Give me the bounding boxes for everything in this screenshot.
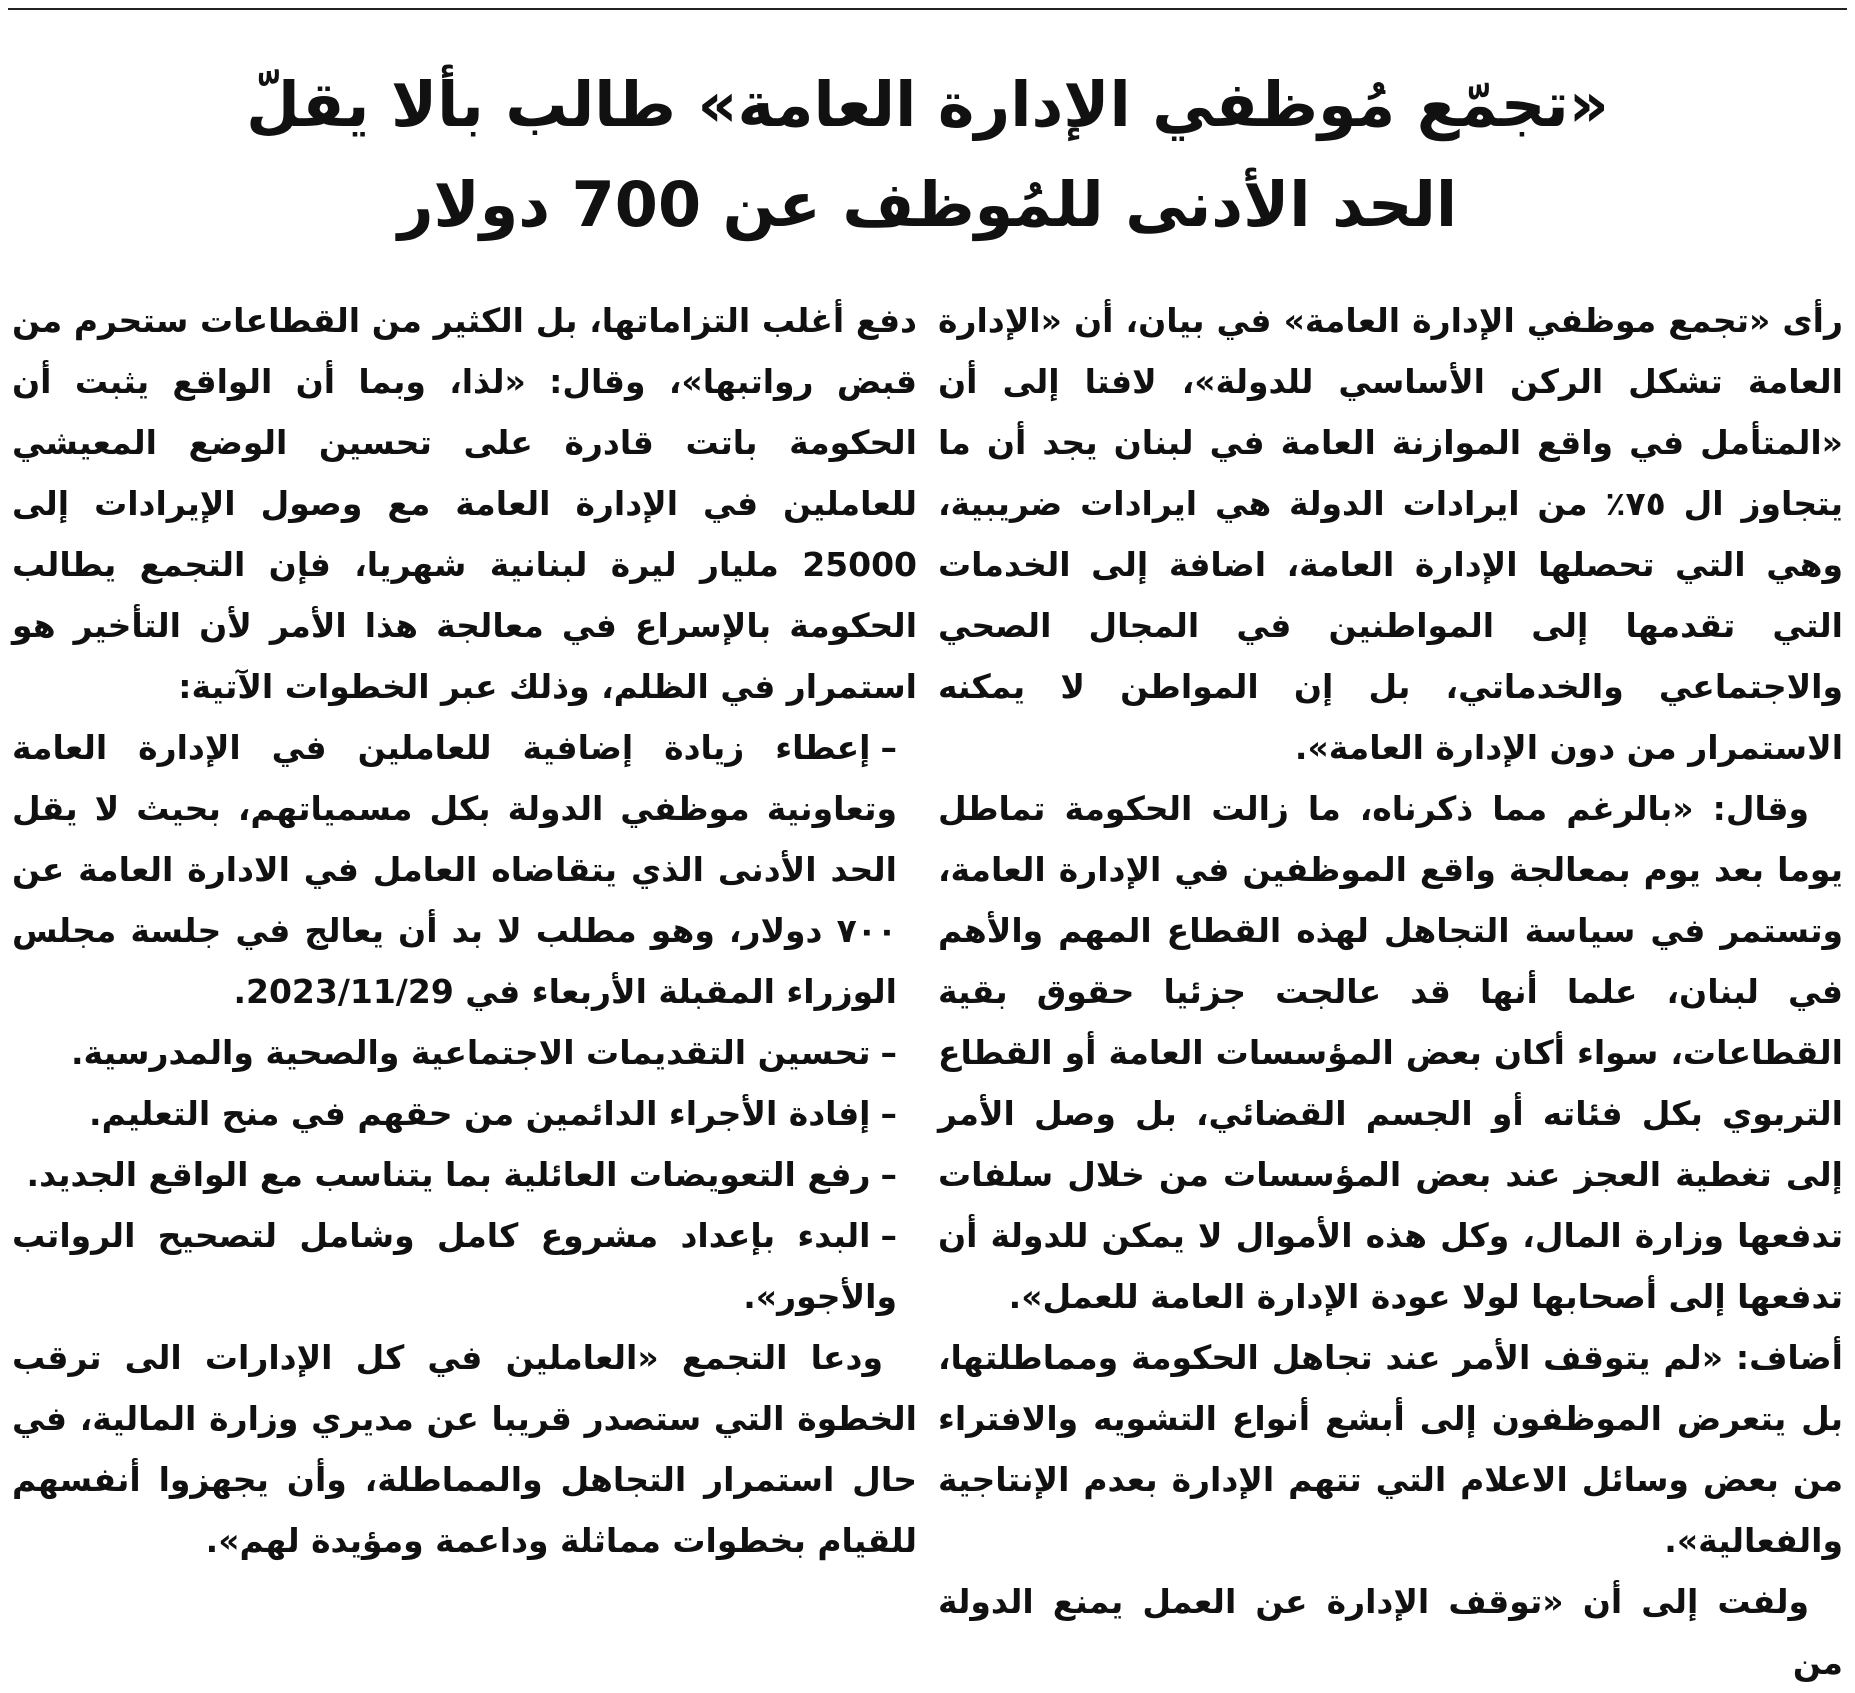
list-item-text: إفادة الأجراء الدائمين من حقهم في منح التعليم. <box>89 1094 871 1133</box>
list-item-text: إعطاء زيادة إضافية للعاملين في الإدارة العامة وتعاونية موظفي الدولة بكل مسمياتهم، بحيث لا يقل الحد الأدنى الذي يتقاضاه العامل في الادارة العامة عن ٧٠٠ دولار، وهو مطلب لا بد أن يعالج في جلسة مجلس الوزراء المقبلة الأربعاء في 2023/11/29. <box>12 728 897 1011</box>
list-item <box>12 1022 917 1083</box>
paragraph: رأى «تجمع موظفي الإدارة العامة» في بيان، أن «الإدارة العامة تشكل الركن الأساسي للدولة»، لافتا إلى أن «المتأمل في واقع الموازنة العامة في لبنان يجد أن ما يتجاوز ال ٧٥٪ من ايرادات الدولة هي ايرادات ضريبية، وهي التي تحصلها الإدارة العامة، اضافة إلى الخدمات التي تقدمها إلى المواطنين في المجال الصحي والاجتماعي والخدماتي، بل إن المواطن لا يمكنه الاستمرار من دون الإدارة العامة». <box>938 301 1843 767</box>
dash: – <box>880 1216 897 1255</box>
list-item-text: رفع التعويضات العائلية بما يتناسب مع الواقع الجديد. <box>26 1155 871 1194</box>
top-rule <box>8 8 1847 10</box>
headline-line-2: الحد الأدنى للمُوظف عن 700 دولار <box>397 168 1458 241</box>
list-item <box>12 1144 917 1205</box>
list-item <box>12 717 917 1022</box>
paragraph: وقال: «بالرغم مما ذكرناه، ما زالت الحكومة تماطل يوما بعد يوم بمعالجة واقع الموظفين في الإدارة العامة، وتستمر في سياسة التجاهل لهذه القطاع المهم والأهم في لبنان، علما أنها قد عالجت جزئيا حقوق بقية القطاعات، سواء أكان بعض المؤسسات العامة أو القطاع التربوي بكل فئاته أو الجسم القضائي، بل وصل الأمر إلى تغطية العجز عند بعض المؤسسات من خلال سلفات تدفعها وزارة المال، وكل هذه الأموال لا يمكن للدولة أن تدفعها إلى أصحابها لولا عودة الإدارة العامة للعمل». <box>938 789 1843 1316</box>
dash: – <box>880 1033 897 1072</box>
headline-line-1: «تجمّع مُوظفي الإدارة العامة» طالب بألا يقلّ <box>246 68 1609 141</box>
list-item-text: تحسين التقديمات الاجتماعية والصحية والمدرسية. <box>71 1033 871 1072</box>
list-item <box>12 1083 917 1144</box>
list-item-text: البدء بإعداد مشروع كامل وشامل لتصحيح الرواتب والأجور». <box>12 1216 897 1316</box>
dash: – <box>880 1094 897 1133</box>
paragraph: ولفت إلى أن «توقف الإدارة عن العمل يمنع الدولة من <box>938 1582 1843 1682</box>
article-column-left <box>12 290 917 1571</box>
list-item <box>12 1205 917 1327</box>
paragraph: أضاف: «لم يتوقف الأمر عند تجاهل الحكومة ومماطلتها، بل يتعرض الموظفون إلى أبشع أنواع التشويه والافتراء من بعض وسائل الاعلام التي تتهم الإدارة بعدم الإنتاجية والفعالية». <box>938 1338 1843 1560</box>
paragraph: دفع أغلب التزاماتها، بل الكثير من القطاعات ستحرم من قبض رواتبها»، وقال: «لذا، وبما أن الواقع يثبت أن الحكومة باتت قادرة على تحسين الوضع المعيشي للعاملين في الإدارة العامة مع وصول الإيرادات إلى 25000 مليار ليرة لبنانية شهريا، فإن التجمع يطالب الحكومة بالإسراع في معالجة هذا الأمر لأن التأخير هو استمرار في الظلم، وذلك عبر الخطوات الآتية: <box>12 301 917 706</box>
article-column-right <box>938 290 1843 1693</box>
headline <box>120 55 1735 255</box>
dash: – <box>880 728 897 767</box>
paragraph: ودعا التجمع «العاملين في كل الإدارات الى ترقب الخطوة التي ستصدر قريبا عن مديري وزارة المالية، في حال استمرار التجاهل والمماطلة، وأن يجهزوا أنفسهم للقيام بخطوات مماثلة وداعمة ومؤيدة لهم». <box>12 1338 917 1560</box>
dash: – <box>880 1155 897 1194</box>
